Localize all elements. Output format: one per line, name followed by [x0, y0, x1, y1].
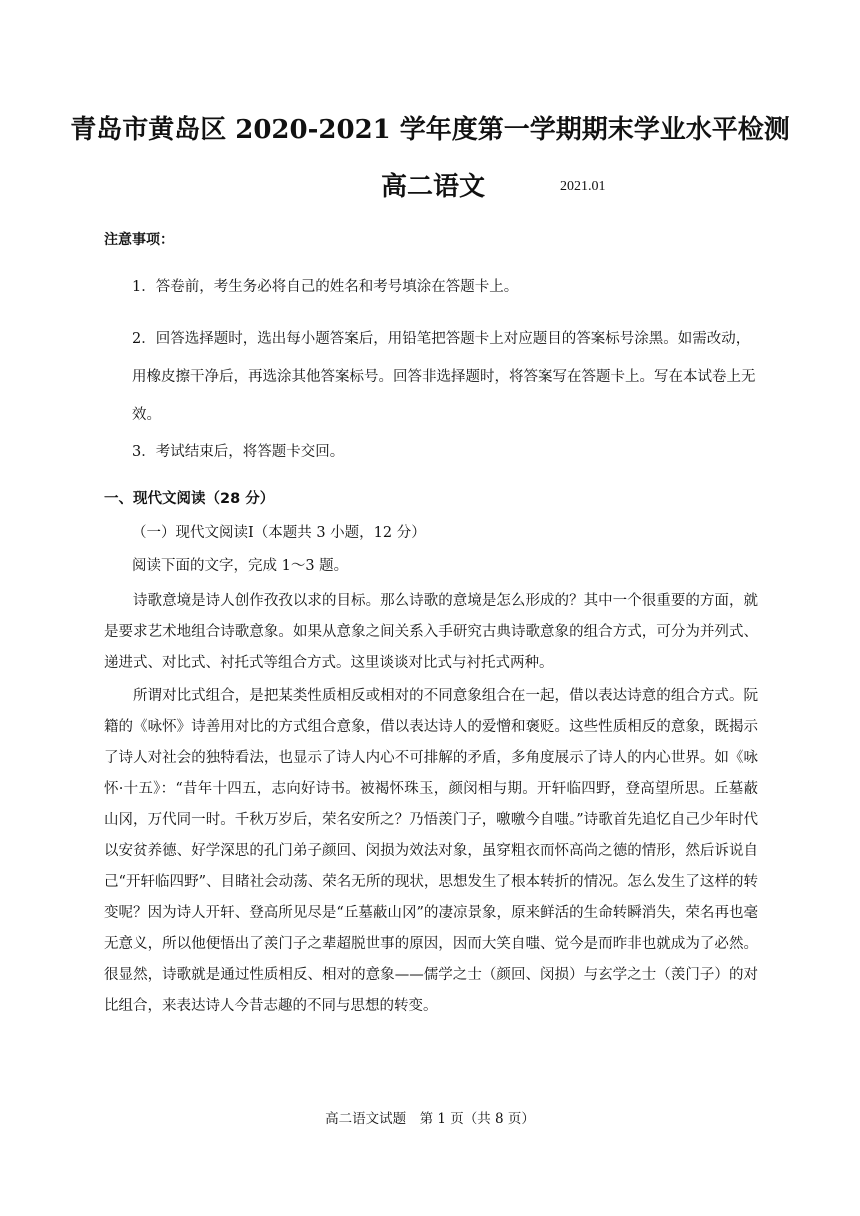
passage-paragraph-1: 诗歌意境是诗人创作孜孜以求的目标。那么诗歌的意境是怎么形成的？其中一个很重要的方面，就是要求艺术地组合诗歌意象。如果从意象之间关系入手研究古典诗歌意象的组合方式，可分为并列式、递进式、对比式、衬托式等组合方式。这里谈谈对比式与衬托式两种。: [104, 593, 758, 671]
subtitle-row: [0, 170, 860, 206]
page-footer: 高二语文试题 第 1 页（共 8 页）: [325, 1111, 535, 1127]
exam-title: 青岛市黄岛区 2020-2021 学年度第一学期期末学业水平检测: [70, 115, 790, 145]
subject-title: 高二语文: [381, 172, 486, 202]
note-item-3: 3．考试结束后，将答题卡交回。: [132, 444, 345, 460]
sub-section-heading: （一）现代文阅读I（本题共 3 小题，12 分）: [132, 525, 426, 541]
note-item-2: [132, 320, 764, 434]
section-heading: 一、现代文阅读（28 分）: [104, 491, 275, 507]
note-item-1: 1．答卷前，考生务必将自己的姓名和考号填涂在答题卡上。: [132, 279, 519, 295]
passage-paragraph-2: 所谓对比式组合，是把某类性质相反或相对的不同意象组合在一起，借以表达诗意的组合方式。阮籍的《咏怀》诗善用对比的方式组合意象，借以表达诗人的爱憎和褒贬。这些性质相反的意象，既揭示了诗人对社会的独特看法，也显示了诗人内心不可排解的矛盾，多角度展示了诗人的内心世界。如《咏怀·十五》：“昔年十四五，志向好诗书。被褐怀珠玉，颜闵相与期。开轩临四野，登高望所思。丘墓蔽山冈，万代同一时。千秋万岁后，荣名安所之？乃悟羡门子，噭噭今自嗤。”诗歌首先追忆自己少年时代以安贫养德、好学深思的孔门弟子颜回、闵损为效法对象，虽穿粗衣而怀高尚之德的情形，然后诉说自己“开轩临四野”、目睹社会动荡、荣名无所的现状，思想发生了根本转折的情况。怎么发生了这样的转变呢？因为诗人开轩、登高所见尽是“丘墓蔽山冈”的凄凉景象，原来鲜活的生命转瞬消失，荣名再也毫无意义，所以他便悟出了羡门子之辈超脱世事的原因，因而大笑自嗤、觉今是而昨非也就成为了必然。很显然，诗歌就是通过性质相反、相对的意象——儒学之士（颜回、闵损）与玄学之士（羡门子）的对比组合，来表达诗人今昔志趣的不同与思想的转变。: [104, 688, 758, 1014]
reading-instruction: 阅读下面的文字，完成 1～3 题。: [132, 558, 349, 574]
note-item-2-text: 2．回答选择题时，选出每小题答案后，用铅笔把答题卡上对应题目的答案标号涂黑。如需改动，用橡皮擦干净后，再选涂其他答案标号。回答非选择题时，将答案写在答题卡上。写在本试卷上无效。: [132, 331, 756, 423]
exam-date: 2021.01: [560, 179, 606, 194]
notes-heading: 注意事项：: [104, 232, 174, 248]
